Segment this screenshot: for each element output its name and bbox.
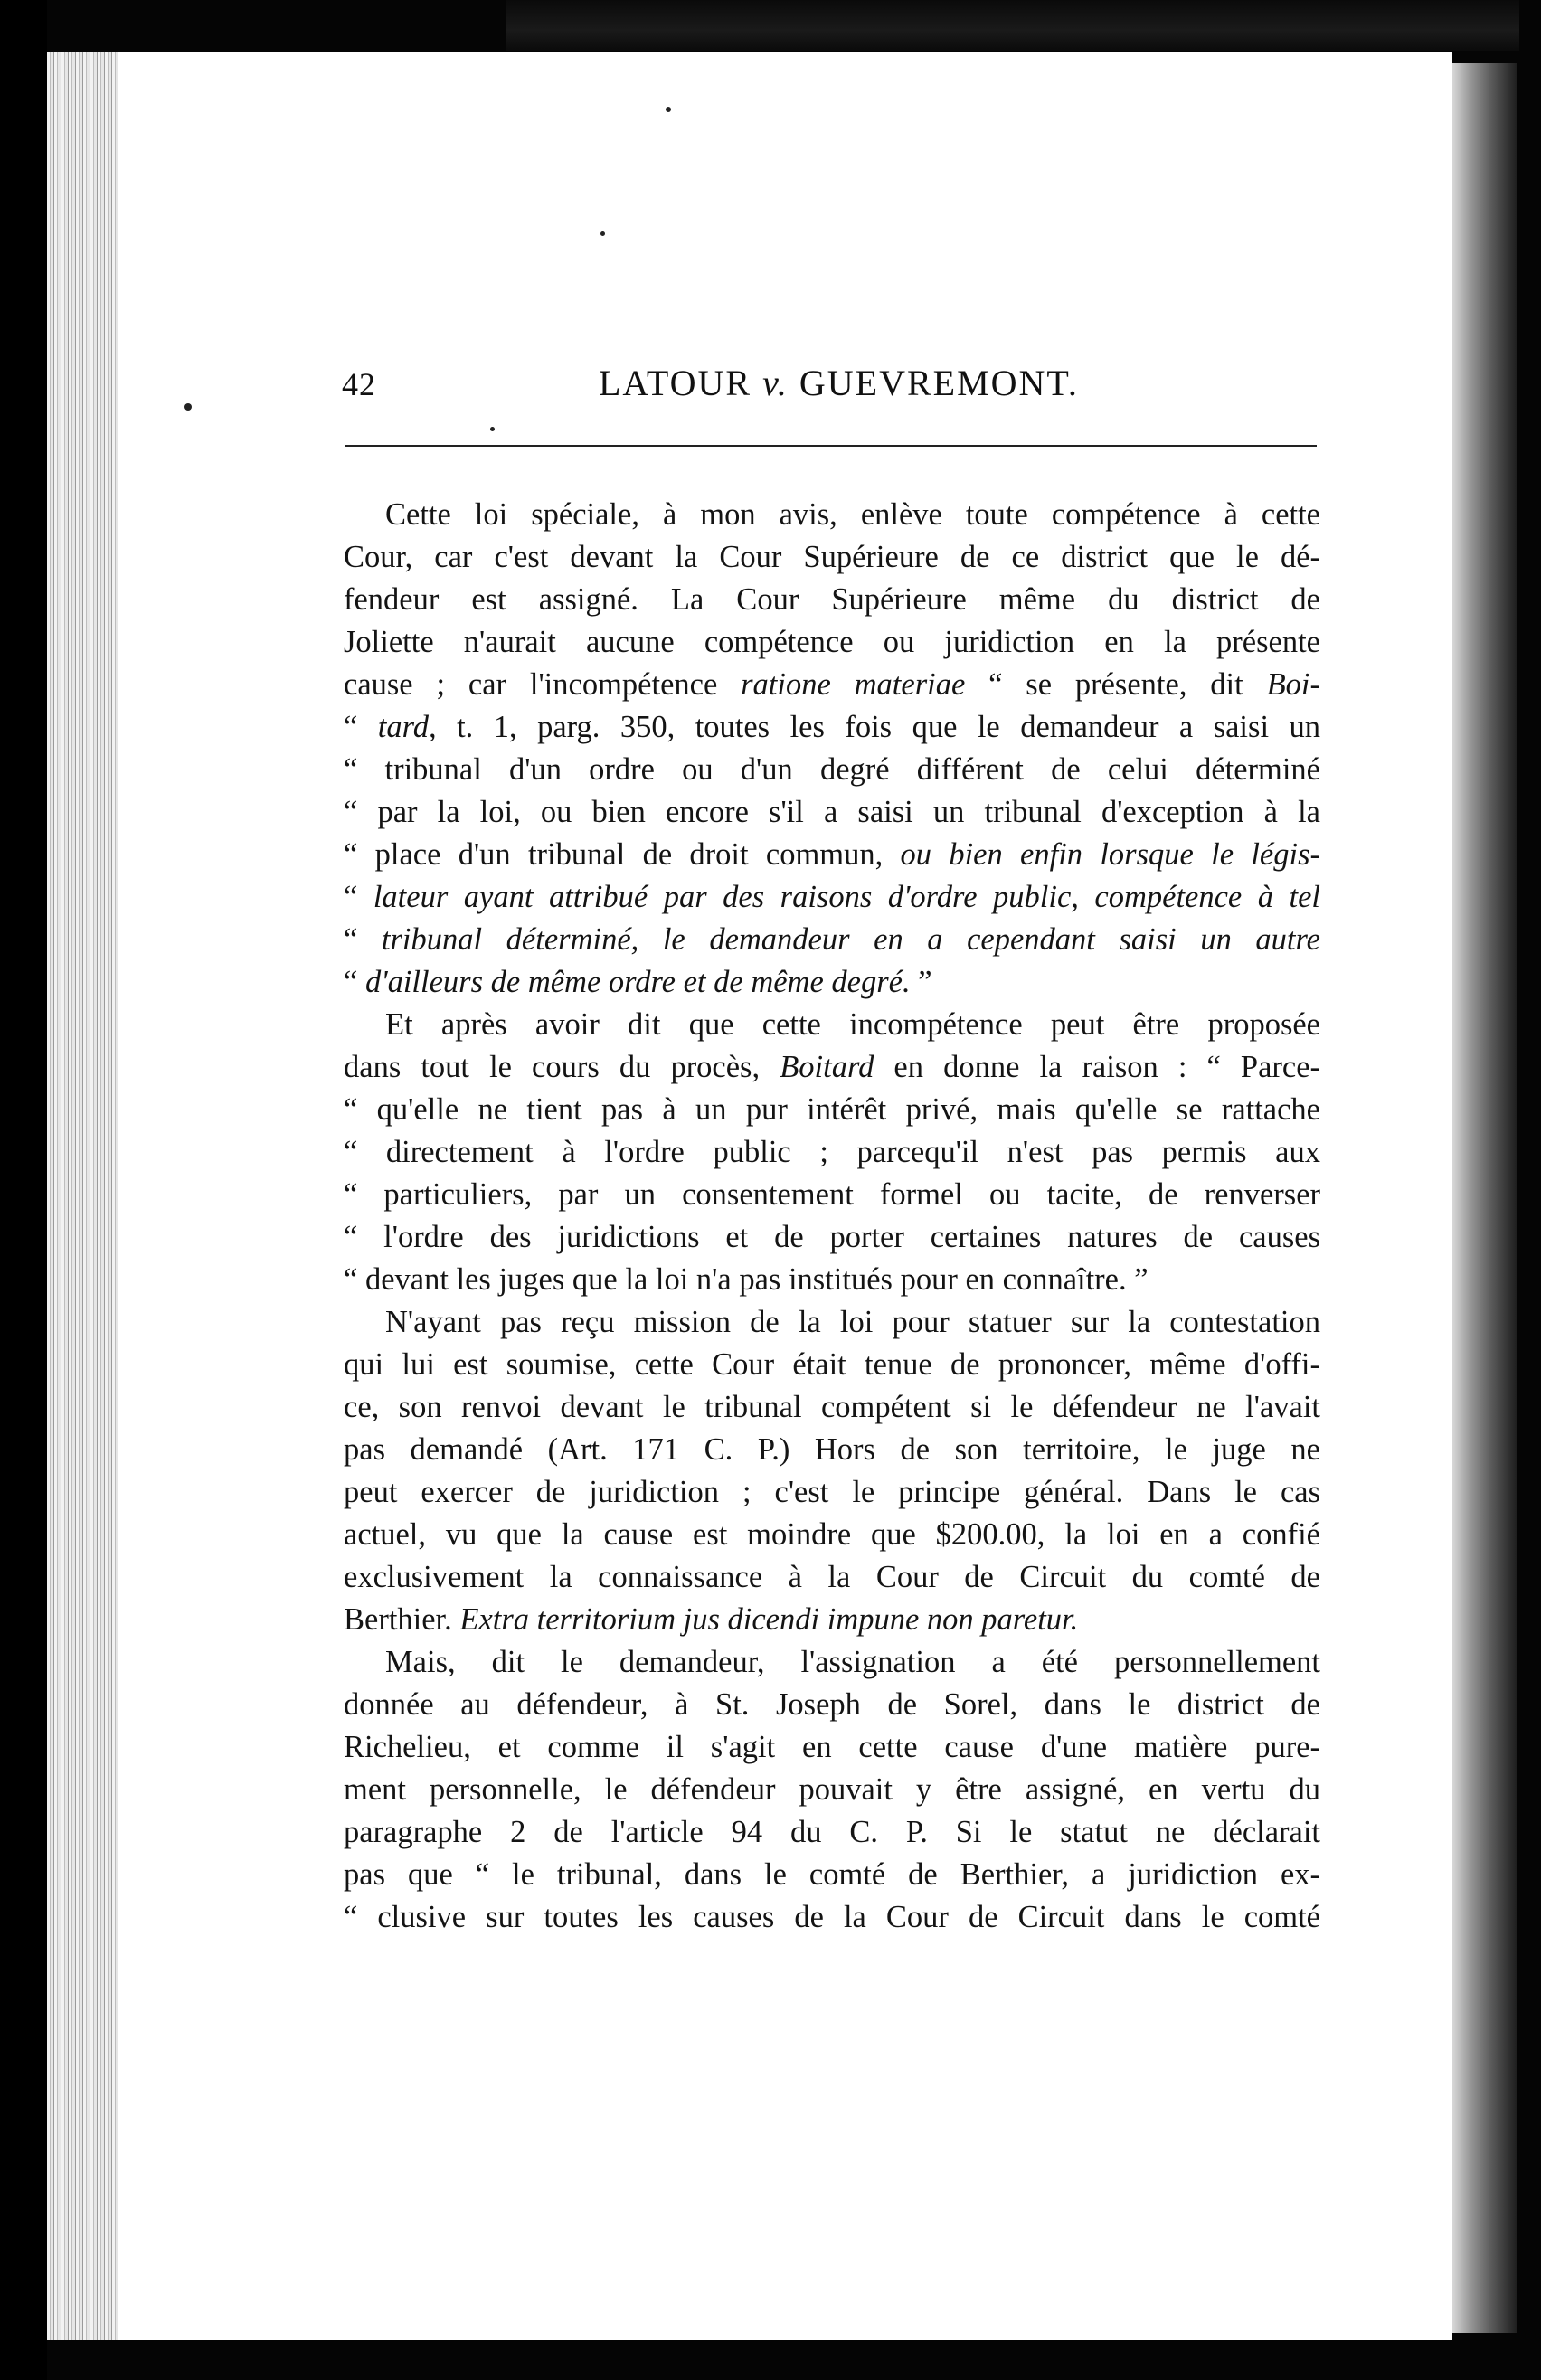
- text-run: “: [344, 965, 365, 999]
- italic-run: Boitard: [780, 1050, 874, 1084]
- text-line: exclusivement la connaissance à la Cour de Circuit du comté de: [344, 1560, 1320, 1594]
- text-line: “ devant les juges que la loi n'a pas institués pour en connaître. ”: [344, 1262, 1149, 1297]
- italic-run: Boi-: [1266, 667, 1320, 702]
- text-line: ment personnelle, le défendeur pouvait y être assigné, en vertu du: [344, 1772, 1320, 1807]
- speck-mark: [600, 231, 605, 236]
- text-line: “ par la loi, ou bien encore s'il a saisi un tribunal d'exception à la: [344, 795, 1320, 829]
- speck-mark: [666, 107, 671, 112]
- text-run: Berthier.: [344, 1602, 460, 1637]
- text-run: “ se présente, dit: [965, 667, 1267, 702]
- text-line: pas que “ le tribunal, dans le comté de Berthier, a juridiction ex-: [344, 1857, 1320, 1892]
- text-line: [344, 876, 1320, 919]
- title-versus: v.: [762, 363, 789, 403]
- italic-run: ou bien enfin lorsque le légis-: [900, 837, 1320, 872]
- text-line: N'ayant pas reçu mission de la loi pour statuer sur la contestation: [385, 1305, 1320, 1339]
- text-run: en donne la raison : “ Parce-: [874, 1050, 1321, 1084]
- text-line: peut exercer de juridiction ; c'est le principe général. Dans le cas: [344, 1475, 1320, 1509]
- text-line: Cour, car c'est devant la Cour Supérieure de ce district que le dé-: [344, 540, 1320, 574]
- text-line: ce, son renvoi devant le tribunal compétent si le défendeur ne l'avait: [344, 1390, 1320, 1424]
- text-line: Mais, dit le demandeur, l'assignation a été personnellement: [385, 1645, 1320, 1679]
- text-line: “ directement à l'ordre public ; parcequ'il n'est pas permis aux: [344, 1135, 1320, 1169]
- italic-run: ratione materiae: [741, 667, 966, 702]
- scan-top-strip: [506, 0, 1519, 51]
- text-line: fendeur est assigné. La Cour Supérieure même du district de: [344, 582, 1320, 617]
- text-line: [344, 834, 1320, 876]
- title-part-1: LATOUR: [599, 363, 763, 403]
- speck-mark: [490, 427, 495, 431]
- text-line: [344, 961, 1320, 1004]
- italic-run: lateur ayant attribué par des raisons d'ordre public, compétence à tel: [373, 880, 1320, 914]
- text-run: dans tout le cours du procès,: [344, 1050, 780, 1084]
- paragraph-4: [344, 1641, 1320, 1939]
- page-number: 42: [342, 366, 376, 402]
- scan-margin-left: [0, 0, 47, 2380]
- paragraph-1: [344, 494, 1320, 1004]
- page-body: [344, 494, 1320, 1939]
- text-line: “ qu'elle ne tient pas à un pur intérêt privé, mais qu'elle se rattache: [344, 1092, 1320, 1127]
- text-line: [344, 919, 1320, 961]
- text-line: Richelieu, et comme il s'agit en cette cause d'une matière pure-: [344, 1730, 1320, 1764]
- text-line: [344, 1046, 1320, 1089]
- italic-run: tribunal déterminé, le demandeur en a cependant saisi un autre: [381, 922, 1320, 957]
- text-line: [344, 706, 1320, 749]
- text-line: Cette loi spéciale, à mon avis, enlève toute compétence à cette: [385, 497, 1320, 532]
- text-run: ”: [910, 965, 932, 999]
- running-header: [342, 362, 1319, 416]
- text-line: “ tribunal d'un ordre ou d'un degré différent de celui déterminé: [344, 752, 1320, 787]
- text-line: [344, 664, 1320, 706]
- text-run: “: [344, 880, 373, 914]
- text-line: donnée au défendeur, à St. Joseph de Sorel, dans le district de: [344, 1687, 1320, 1722]
- running-title: [599, 362, 1079, 404]
- text-line: Et après avoir dit que cette incompétence peut être proposée: [385, 1007, 1320, 1042]
- text-line: “ clusive sur toutes les causes de la Cour de Circuit dans le comté: [344, 1900, 1320, 1934]
- header-rule: [345, 445, 1317, 447]
- text-line: paragraphe 2 de l'article 94 du C. P. Si le statut ne déclarait: [344, 1815, 1320, 1849]
- book-right-edge: [1452, 63, 1517, 2333]
- text-line: “ particuliers, par un consentement formel ou tacite, de renverser: [344, 1177, 1320, 1212]
- text-line: pas demandé (Art. 171 C. P.) Hors de son territoire, le juge ne: [344, 1432, 1320, 1467]
- text-run: cause ; car l'incompétence: [344, 667, 742, 702]
- title-part-2: GUEVREMONT.: [788, 363, 1079, 403]
- text-line: [344, 1599, 1320, 1641]
- italic-run: Extra territorium jus dicendi impune non paretur.: [459, 1602, 1079, 1637]
- text-line: qui lui est soumise, cette Cour était tenue de prononcer, même d'offi-: [344, 1347, 1320, 1382]
- text-line: “ l'ordre des juridictions et de porter certaines natures de causes: [344, 1220, 1320, 1254]
- paragraph-3: [344, 1301, 1320, 1641]
- text-run: t. 1, parg. 350, toutes les fois que le demandeur a saisi un: [436, 710, 1320, 744]
- speck-mark: [184, 403, 192, 411]
- italic-run: tard,: [377, 710, 437, 744]
- text-line: actuel, vu que la cause est moindre que $200.00, la loi en a confié: [344, 1517, 1320, 1552]
- paragraph-2: [344, 1004, 1320, 1301]
- text-run: “: [344, 922, 382, 957]
- text-run: “ place d'un tribunal de droit commun,: [344, 837, 901, 872]
- text-run: “: [344, 710, 378, 744]
- text-line: Joliette n'aurait aucune compétence ou juridiction en la présente: [344, 625, 1320, 659]
- book-page-edges: [47, 52, 118, 2340]
- italic-run: d'ailleurs de même ordre et de même degré.: [364, 965, 911, 999]
